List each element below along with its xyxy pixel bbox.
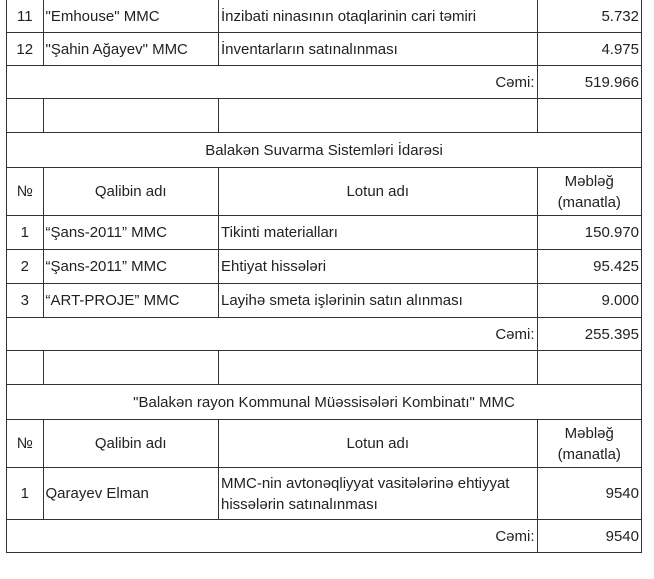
row-number: 2 [7,250,44,284]
section-title-row [7,133,642,168]
lot-name: İnzibati ninasının otaqlarinin cari təmiri [219,0,538,33]
header-no: № [7,420,44,468]
header-amount: Məbləğ (manatla) [537,420,642,468]
amount: 9540 [537,468,642,520]
header-supplier: Qalibin adı [43,420,218,468]
section-title-row [7,385,642,420]
lot-name: Ehtiyat hissələri [219,250,538,284]
row-number: 1 [7,468,44,520]
row-number: 12 [7,33,44,66]
table-row [7,33,642,66]
total-label: Cəmi: [7,66,538,99]
empty-row [7,351,642,385]
table-row [7,216,642,250]
amount: 5.732 [537,0,642,33]
total-amount: 255.395 [537,318,642,351]
amount: 4.975 [537,33,642,66]
table-row [7,468,642,520]
table-row [7,0,642,33]
total-row [7,520,642,553]
lot-name: İnventarların satınalınması [219,33,538,66]
header-row [7,420,642,468]
total-amount: 519.966 [537,66,642,99]
lot-name: Tikinti materialları [219,216,538,250]
table-row [7,250,642,284]
header-lot: Lotun adı [219,168,538,216]
header-amount: Məbləğ (manatla) [537,168,642,216]
total-label: Cəmi: [7,520,538,553]
section-title: Balakən Suvarma Sistemləri İdarəsi [7,133,642,168]
empty-row [7,99,642,133]
header-no: № [7,168,44,216]
total-amount: 9540 [537,520,642,553]
amount: 9.000 [537,284,642,318]
lot-name: Layihə smeta işlərinin satın alınması [219,284,538,318]
supplier-name: "Şahin Ağayev" MMC [43,33,218,66]
row-number: 11 [7,0,44,33]
supplier-name: “ART-PROJE” MMC [43,284,218,318]
lot-name: MMC-nin avtonəqliyyat vasitələrinə ehtiyyat hissələrin satınalınması [219,468,538,520]
supplier-name: “Şans-2011” MMC [43,250,218,284]
row-number: 3 [7,284,44,318]
total-row [7,66,642,99]
total-label: Cəmi: [7,318,538,351]
header-lot: Lotun adı [219,420,538,468]
amount: 95.425 [537,250,642,284]
supplier-name: "Emhouse" MMC [43,0,218,33]
table-row [7,284,642,318]
supplier-name: Qarayev Elman [43,468,218,520]
section-title: "Balakən rayon Kommunal Müəssisələri Kombinatı" MMC [7,385,642,420]
row-number: 1 [7,216,44,250]
supplier-name: “Şans-2011” MMC [43,216,218,250]
header-row [7,168,642,216]
total-row [7,318,642,351]
amount: 150.970 [537,216,642,250]
procurement-table [6,0,642,553]
header-supplier: Qalibin adı [43,168,218,216]
